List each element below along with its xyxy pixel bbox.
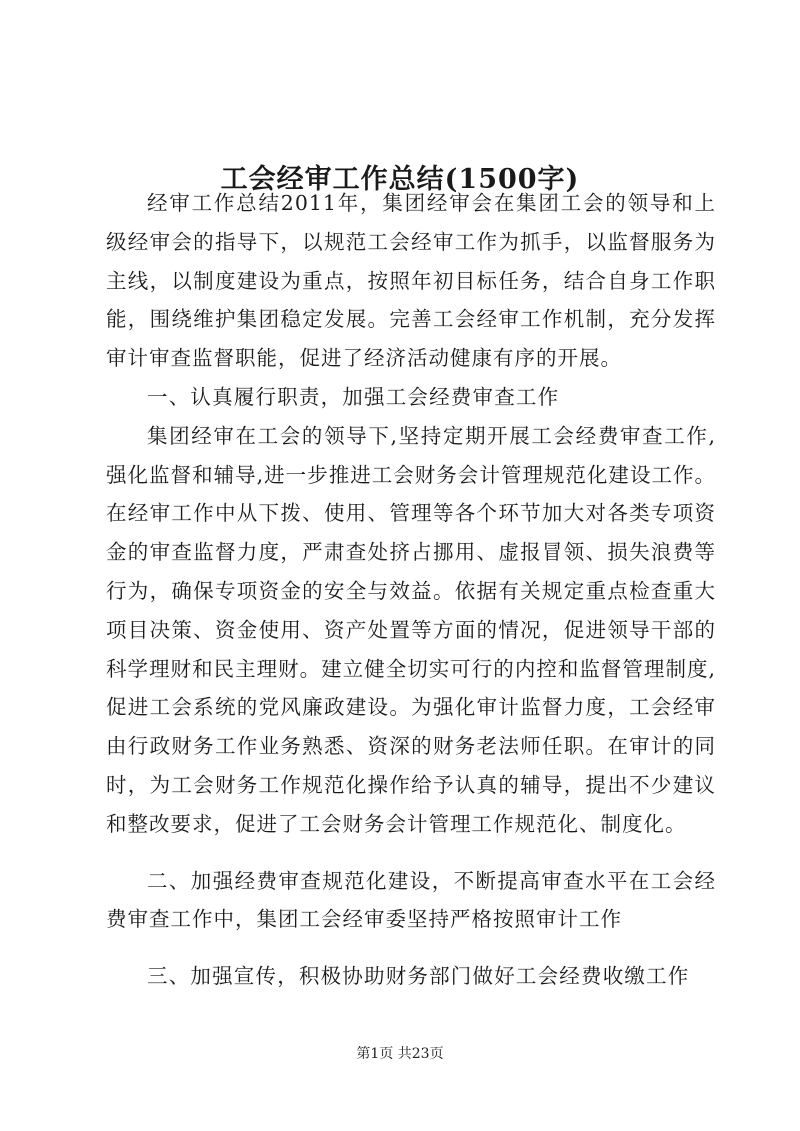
- section-1-paragraph: 集团经审在工会的领导下,坚持定期开展工会经费审查工作,强化监督和辅导,进一步推进工会财务会计管理规范化建设工作。在经审工作中从下拨、使用、管理等各个环节加大对各类专项资金的审查监督力度，严肃查处挤占挪用、虚报冒领、损失浪费等行为，确保专项资金的安全与效益。依据有关规定重点检查重大项目决策、资金使用、资产处置等方面的情况，促进领导干部的科学理财和民主理财。建立健全切实可行的内控和监督管理制度,促进工会系统的党风廉政建设。为强化审计监督力度，工会经审由行政财务工作业务熟悉、资深的财务老法师任职。在审计的同时，为工会财务工作规范化操作给予认真的辅导，提出不少建议和整改要求，促进了工会财务会计管理工作规范化、制度化。: [106, 423, 716, 836]
- document-title: 工会经审工作总结(1500字): [220, 164, 580, 196]
- document-body: [106, 184, 716, 996]
- section-heading-2: 二、加强经费审查规范化建设，不断提高审查水平在工会经费审查工作中，集团工会经审委坚持严格按照审计工作: [106, 868, 716, 932]
- page-number-footer: 第1页 共23页: [356, 1046, 444, 1062]
- section-heading-1: 一、认真履行职责，加强工会经费审查工作: [147, 384, 560, 409]
- intro-paragraph: 经审工作总结2011年，集团经审会在集团工会的领导和上级经审会的指导下，以规范工会经审工作为抓手，以监督服务为主线，以制度建设为重点，按照年初目标任务，结合自身工作职能，围绕维护集团稳定发展。完善工会经审工作机制，充分发挥审计审查监督职能，促进了经济活动健康有序的开展。: [106, 191, 716, 371]
- section-heading-3: 三、加强宣传，积极协助财务部门做好工会经费收缴工作: [147, 964, 690, 989]
